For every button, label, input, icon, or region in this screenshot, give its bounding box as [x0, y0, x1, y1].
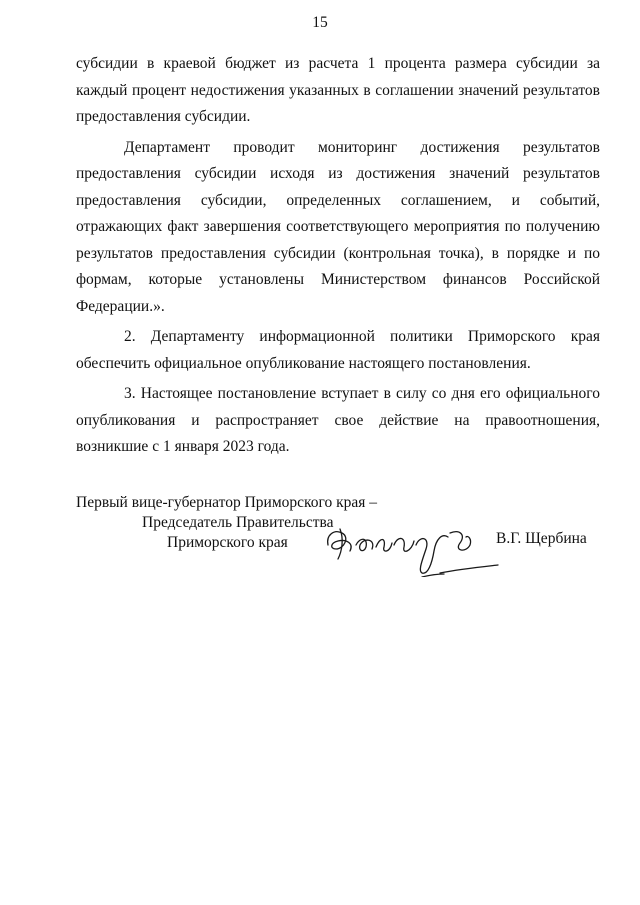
signer-position-line2: Председатель Правительства — [142, 514, 334, 531]
paragraph-monitoring: Департамент проводит мониторинг достижения результатов предоставления субсидии исходя из достижения значений результатов предоставления субсидии, определенных соглашением, и событий, отражающих факт завершения соответствующего мероприятия по получению результатов предоставления субсидии (контрольная точка), в порядке и по формам, которые установлены Министерством финансов Российской Федерации.». — [76, 138, 600, 315]
signer-name: В.Г. Щербина — [496, 530, 587, 547]
paragraph-continuation: субсидии в краевой бюджет из расчета 1 процента размера субсидии за каждый процент недостижения указанных в соглашении значений результатов предоставления субсидии. — [76, 55, 600, 125]
signer-position-line1: Первый вице-губернатор Приморского края – — [76, 494, 378, 511]
paragraph-item-3: 3. Настоящее постановление вступает в силу со дня его официального опубликования и распространяет свое действие на правоотношения, возникшие с 1 января 2023 года. — [76, 385, 600, 455]
signature-block — [76, 493, 600, 603]
document-body — [76, 51, 600, 465]
handwritten-signature — [320, 515, 510, 577]
page-number: 15 — [312, 14, 328, 31]
signer-position-line3: Приморского края — [167, 534, 288, 551]
paragraph-item-2: 2. Департаменту информационной политики Приморского края обеспечить официальное опубликование настоящего постановления. — [76, 328, 600, 372]
